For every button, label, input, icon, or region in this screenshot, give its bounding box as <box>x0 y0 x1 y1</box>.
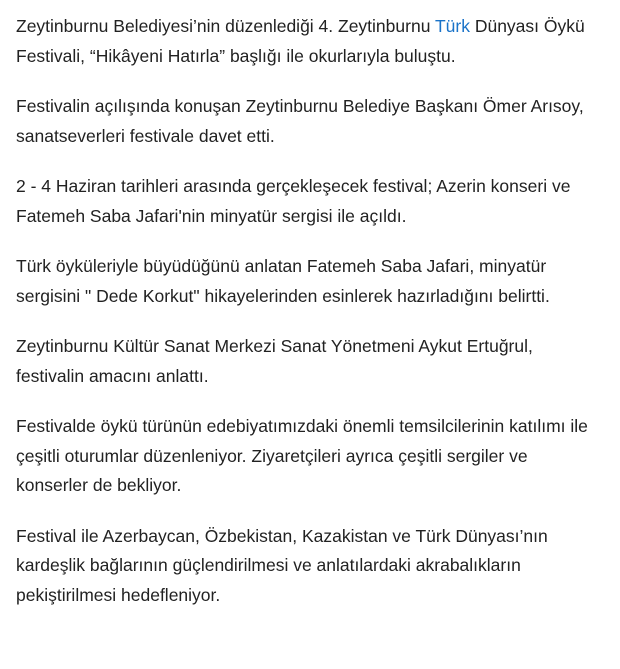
paragraph-opening: Festivalin açılışında konuşan Zeytinburnu Belediye Başkanı Ömer Arısoy, sanatseverleri festivale davet etti. <box>16 96 584 146</box>
paragraph-dates: 2 - 4 Haziran tarihleri arasında gerçekleşecek festival; Azerin konseri ve Fatemeh Saba Jafari'nin minyatür sergisi ile açıldı. <box>16 176 571 226</box>
paragraph-intro-text-start: Zeytinburnu Belediyesi’nin düzenlediği 4. Zeytinburnu <box>16 16 435 36</box>
paragraph-goal: Festival ile Azerbaycan, Özbekistan, Kazakistan ve Türk Dünyası’nın kardeşlik bağlarının güçlendirilmesi ve anlatılardaki akrabalıkların pekiştirilmesi hedefleniyor. <box>16 525 548 605</box>
article-body <box>16 12 602 631</box>
paragraph-intro <box>16 12 602 71</box>
paragraph-sessions: Festivalde öykü türünün edebiyatımızdaki önemli temsilcilerinin katılımı ile çeşitli oturumlar düzenleniyor. Ziyaretçileri ayrıca çeşitli sergiler ve konserler de bekliyor. <box>16 416 588 495</box>
turk-link[interactable]: Türk <box>434 16 470 36</box>
paragraph-intro-text-end: Dünyası Öykü Festivali, “Hikâyeni Hatırla” başlığı ile okurlarıyla buluştu. <box>16 16 585 66</box>
paragraph-miniature: Türk öyküleriyle büyüdüğünü anlatan Fatemeh Saba Jafari, minyatür sergisini " Dede Korkut" hikayelerinden esinlerek hazırladığını belirtti. <box>16 256 550 306</box>
paragraph-director: Zeytinburnu Kültür Sanat Merkezi Sanat Yönetmeni Aykut Ertuğrul, festivalin amacını anlattı. <box>16 336 533 386</box>
